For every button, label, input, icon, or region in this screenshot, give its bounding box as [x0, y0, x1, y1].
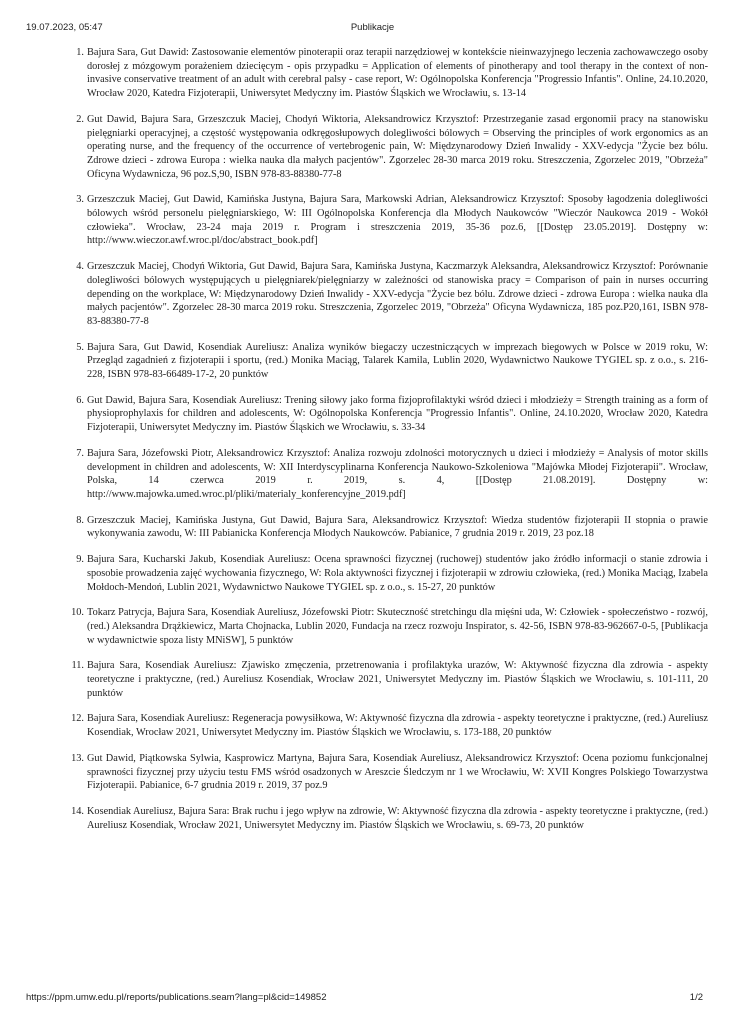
page-title: Publikacje [350, 22, 395, 33]
publication-text: Gut Dawid, Bajura Sara, Kosendiak Aureliusz: Trening siłowy jako forma fizjoprofilaktyki wśród dzieci i młodzieży = Strength training as a form of physioprophylaxis for children and adolescents, W: Ogólnopolska Konferencja "Progressio Infantis". Online, 24.10.2020, Wrocław 2020, Katedra Fizjoterapii, Uniwersytet Medyczny im. Piastów Śląskich we Wrocławiu, s. 33-34 [87, 394, 708, 434]
publication-item [78, 514, 708, 541]
publication-number: 5. [76, 341, 84, 353]
publication-item [78, 341, 708, 382]
publication-item [78, 46, 708, 101]
publication-text: Bajura Sara, Józefowski Piotr, Aleksandrowicz Krzysztof: Analiza rozwoju zdolności motorycznych u dzieci i młodzieży = Analysis of motor skills development in children and adolescents, W: XII Interdyscyplinarna Konferencja Naukowo-Szkoleniowa "Majówka Młodej Fizjoterapii". Wrocław, Polska, 14 czerwca 2019 r. 2019, s. 4, [[Dostęp 21.08.2019]. Dostępny w: http://www.majowka.umed.wroc.pl/pliki/materialy_konferencyjne_2019.pdf] [87, 447, 708, 500]
publication-text: Gut Dawid, Piątkowska Sylwia, Kasprowicz Martyna, Bajura Sara, Kosendiak Aureliusz, Aleksandrowicz Krzysztof: Ocena poziomu funkcjonalnej sprawności fizycznej przy użyciu testu FMS wśród osadzonych w Areszcie Śledczym nr 1 we Wrocławiu, W: XVII Kongres Polskiego Towarzystwa Fizjoterapii. Pabianice, 6-7 grudnia 2019 r. 2019, 37 poz.9 [87, 752, 708, 792]
publication-item [71, 805, 708, 832]
publication-item [78, 113, 708, 182]
publication-number: 3. [76, 194, 84, 206]
publication-item [78, 447, 708, 502]
publication-item [78, 193, 708, 248]
publication-item [78, 553, 708, 594]
publication-text: Bajura Sara, Kosendiak Aureliusz: Zjawisko zmęczenia, przetrenowania i profilaktyka urazów, W: Aktywność fizyczna dla zdrowia - aspekty teoretyczne i praktyczne, (red.) Aureliusz Kosendiak, Wrocław 2021, Uniwersytet Medyczny im. Piastów Śląskich we Wrocławiu, s. 101-111, 20 punktów [87, 660, 708, 699]
publication-item [71, 606, 708, 647]
publication-number: 10. [71, 607, 84, 619]
publication-text: Bajura Sara, Gut Dawid: Zastosowanie elementów pinoterapii oraz terapii narzędziowej w kontekście nieinwazyjnego leczenia zachowawczego osoby dorosłej z mózgowym porażeniem dziecięcym - opis przypadku = Application of elements of pinotherapy and tool therapy in the context of non-invasive conservative treatment of an adult with cerebral palsy - case report, W: Ogólnopolska Konferencja "Progressio Infantis". Online, 24.10.2020, Wrocław 2020, Katedra Fizjoterapii, Uniwersytet Medyczny im. Piastów Śląskich we Wrocławiu, s. 13-14 [87, 47, 708, 100]
print-date: 19.07.2023, 05:47 [26, 22, 103, 33]
publication-text: Grzeszczuk Maciej, Kamińska Justyna, Gut Dawid, Bajura Sara, Aleksandrowicz Krzysztof: Wiedza studentów fizjoterapii II stopnia o prawie wykonywania zawodu, W: III Pabianicka Konferencja Młodych Naukowców. Pabianice, 7 grudnia 2019 r. 2019, 23 poz.18 [87, 514, 708, 540]
publication-number: 4. [76, 261, 84, 273]
publication-number: 6. [76, 394, 84, 406]
publication-text: Grzeszczuk Maciej, Gut Dawid, Kamińska Justyna, Bajura Sara, Markowski Adrian, Aleksandrowicz Krzysztof: Sposoby łagodzenia dolegliwości bólowych wśród personelu pielęgniarskiego, W: III Ogólnopolska Konferencja dla Młodych Naukowców "Wieczór Naukowca 2019 - Wokół człowieka". Wrocław, 23-24 maja 2019 r. Program i streszczenia 2019, 35-36 poz.6, [[Dostęp 23.05.2019]. Dostępny w: http://www.wieczor.awf.wroc.pl/doc/abstract_book.pdf] [87, 194, 708, 247]
print-header [0, 22, 745, 36]
publication-item [78, 260, 708, 329]
publication-number: 12. [71, 713, 84, 725]
publication-text: Bajura Sara, Kucharski Jakub, Kosendiak Aureliusz: Ocena sprawności fizycznej (ruchowej) studentów jako źródło informacji o stanie zdrowia i sposobie prowadzenia zajęć wychowania fizycznego, W: Rola aktywności fizycznej i fizjoterapii w zdrowiu człowieka, (red.) Monika Maciąg, Izabela Mołdoch-Mendoń, Lublin 2021, Wydawnictwo Naukowe TYGIEL sp. z o.o., s. 15-27, 20 punktów [87, 554, 708, 593]
publication-number: 13. [71, 752, 84, 764]
publication-item [71, 712, 708, 739]
page-url: https://ppm.umw.edu.pl/reports/publications.seam?lang=pl&cid=149852 [26, 992, 327, 1003]
publication-list [71, 46, 708, 844]
publication-text: Kosendiak Aureliusz, Bajura Sara: Brak ruchu i jego wpływ na zdrowie, W: Aktywność fizyczna dla zdrowia - aspekty teoretyczne i praktyczne, (red.) Aureliusz Kosendiak, Wrocław 2021, Uniwersytet Medyczny im. Piastów Śląskich we Wrocławiu, s. 69-73, 20 punktów [87, 805, 708, 831]
publication-text: Tokarz Patrycja, Bajura Sara, Kosendiak Aureliusz, Józefowski Piotr: Skuteczność stretchingu dla mięśni uda, W: Człowiek - społeczeństwo - rozwój, (red.) Aleksandra Drążkiewicz, Marta Chojnacka, Lublin 2020, Fundacja na rzecz rozwoju Inspirator, s. 42-56, ISBN 978-83-962667-0-5, [Publikacja w wydawnictwie spoza listy MNiSW], 5 punktów [87, 607, 708, 646]
publication-number: 1. [76, 47, 84, 58]
publication-text: Bajura Sara, Gut Dawid, Kosendiak Aureliusz: Analiza wyników biegaczy uczestniczących w imprezach biegowych w Polsce w 2019 roku, W: Przegląd zagadnień z fizjoterapii i sportu, (red.) Monika Maciąg, Talarek Kamila, Lublin 2020, Wydawnictwo Naukowe TYGIEL sp. z o.o., s. 216-228, ISBN 978-83-66489-17-2, 20 punktów [87, 341, 708, 381]
publication-number: 7. [76, 447, 84, 459]
publication-text: Grzeszczuk Maciej, Chodyń Wiktoria, Gut Dawid, Bajura Sara, Kamińska Justyna, Kaczmarzyk Aleksandra, Aleksandrowicz Krzysztof: Porównanie dolegliwości bólowych występujących u pielęgniarek/pielęgniarzy w zależności od stanowiska pracy = Comparison of pain in nurses occurring depending on the workplace, W: Międzynarodowy Dzień Inwalidy - XXV-edycja "Życie bez bólu. Zdrowe dzieci - zdrowa Europa : wielka nauka dla małych pacjentów". Zgorzelec 28-30 marca 2019 roku. Streszczenia, Zgorzelec 2019, "Obrzeża" Oficyna Wydawnicza, 185 poz.P20,161, ISBN 978-83-88380-77-8 [87, 261, 708, 327]
publication-number: 14. [71, 805, 84, 817]
publication-number: 8. [76, 514, 84, 526]
publication-number: 9. [76, 554, 84, 566]
publication-item [78, 394, 708, 435]
publication-text: Gut Dawid, Bajura Sara, Grzeszczuk Maciej, Chodyń Wiktoria, Aleksandrowicz Krzysztof: Przestrzeganie zasad ergonomii pracy na stanowisku pielęgniarki operacyjnej, a częstość występowania odkręgosłupowych dolegliwości bólowych = Observing the principles of work ergonomics as an operating nurse, and the frequency of the occurrence of vertebrogenic pain, W: Międzynarodowy Dzień Inwalidy - XXV-edycja "Życie bez bólu. Zdrowe dzieci - zdrowa Europa : wielka nauka dla małych pacjentów". Zgorzelec 28-30 marca 2019 roku. Streszczenia, Zgorzelec 2019, "Obrzeża" Oficyna Wydawnicza, 96 poz.S,90, ISBN 978-83-88380-77-8 [87, 113, 708, 180]
publication-number: 2. [76, 113, 84, 125]
publication-item [71, 659, 708, 700]
page-number: 1/2 [689, 992, 703, 1003]
publication-number: 11. [71, 660, 84, 672]
print-footer [0, 992, 745, 1006]
publication-item [71, 752, 708, 793]
publication-text: Bajura Sara, Kosendiak Aureliusz: Regeneracja powysiłkowa, W: Aktywność fizyczna dla zdrowia - aspekty teoretyczne i praktyczne, (red.) Aureliusz Kosendiak, Wrocław 2021, Uniwersytet Medyczny im. Piastów Śląskich we Wrocławiu, s. 173-188, 20 punktów [87, 713, 708, 739]
